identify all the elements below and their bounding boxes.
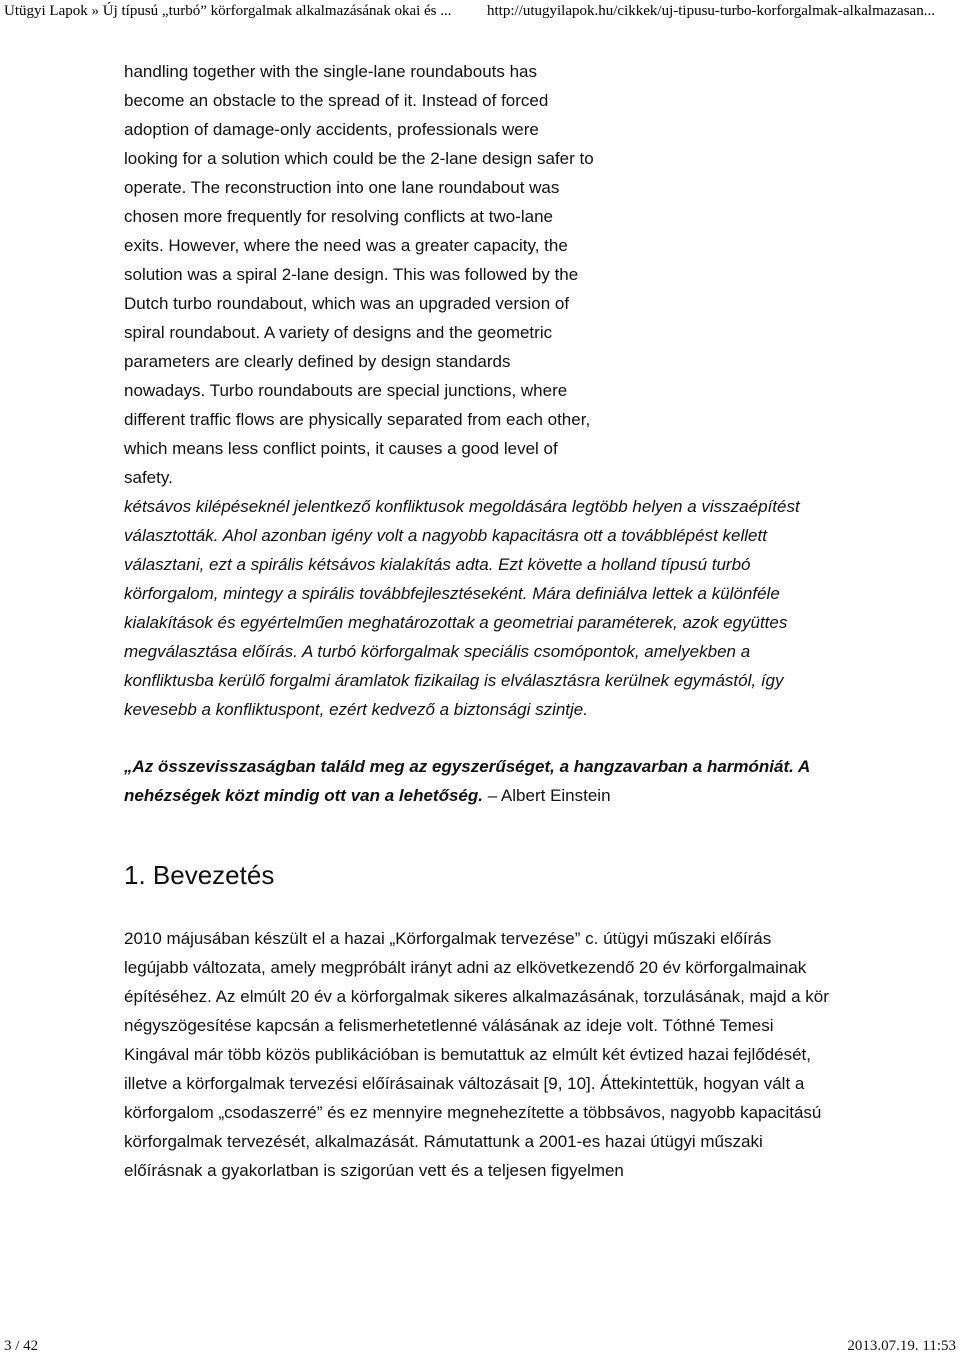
page-title: Utügyi Lapok » Új típusú „turbó” körforgalmak alkalmazásának okai és ... [4,3,452,19]
print-datetime: 2013.07.19. 11:53 [847,1338,956,1354]
hungarian-abstract: kétsávos kilépéseknél jelentkező konfliktusok megoldására legtöbb helyen a visszaépítést választották. Ahol azonban igény volt a nagyobb kapacitásra ott a továbblépést kellett választani, ezt a spirális kétsávos kialakítás adta. Ezt követte a holland típusú turbó körforgalom, mintegy a spirális továbbfejlesztéseként. Mára definiálva lettek a különféle kialakítások és egyértelműen meghatározottak a geometriai paraméterek, azok együttes megválasztása előírás. A turbó körforgalmak speciális csomópontok, amelyekben a konfliktusba kerülő forgalmi áramlatok fizikailag is elválasztásra kerülnek egymástól, így kevesebb a konfliktuspont, ezért kedvező a biztonsági szintje. [124,497,800,719]
print-footer [0,1337,960,1356]
page-number: 3 / 42 [4,1338,39,1354]
english-abstract: handling together with the single-lane roundabouts has become an obstacle to the spread of it. Instead of forced adoption of damage-only accidents, professionals were looking for a solution which could be the 2-lane design safer to operate. The reconstruction into one lane roundabout was chosen more frequently for resolving conflicts at two-lane exits. However, where the need was a greater capacity, the solution was a spiral 2-lane design. This was followed by the Dutch turbo roundabout, which was an upgraded version of spiral roundabout. A variety of designs and the geometric parameters are clearly defined by design standards nowadays. Turbo roundabouts are special junctions, where different traffic flows are physically separated from each other, which means less conflict points, it causes a good level of safety. [124,62,594,487]
section-heading: 1. Bevezetés [124,860,275,890]
article-body [124,57,844,1185]
quote-author: – Albert Einstein [482,786,611,805]
intro-paragraph: 2010 májusában készült el a hazai „Körforgalmak tervezése” c. útügyi műszaki előírás legújabb változata, amely megpróbált irányt adni az elkövetkezendő 20 év körforgalmainak építéséhez. Az elmúlt 20 év a körforgalmak sikeres alkalmazásának, torzulásának, majd a kör négyszögesítése kapcsán a felismerhetetlenné válásának az ideje volt. Tóthné Temesi Kingával már több közös publikációban is bemutattuk az elmúlt két évtized hazai fejlődését, illetve a körforgalmak tervezési előírásainak változásait [9, 10]. Áttekintettük, hogyan vált a körforgalom „csodaszerré” és ez mennyire megnehezítette a többsávos, nagyobb kapacitású körforgalmak tervezését, alkalmazását. Rámutattunk a 2001-es hazai útügyi műszaki előírásnak a gyakorlatban is szigorúan vett és a teljesen figyelmen [124,929,829,1180]
einstein-quote [124,752,844,810]
page-url: http://utugyilapok.hu/cikkek/uj-tipusu-turbo-korforgalmak-alkalmazasan... [487,3,935,19]
print-header [0,0,960,22]
quote-text: „Az összevisszaságban találd meg az egyszerűséget, a hangzavarban a harmóniát. A nehézségek közt mindig ott van a lehetőség. [124,757,810,805]
